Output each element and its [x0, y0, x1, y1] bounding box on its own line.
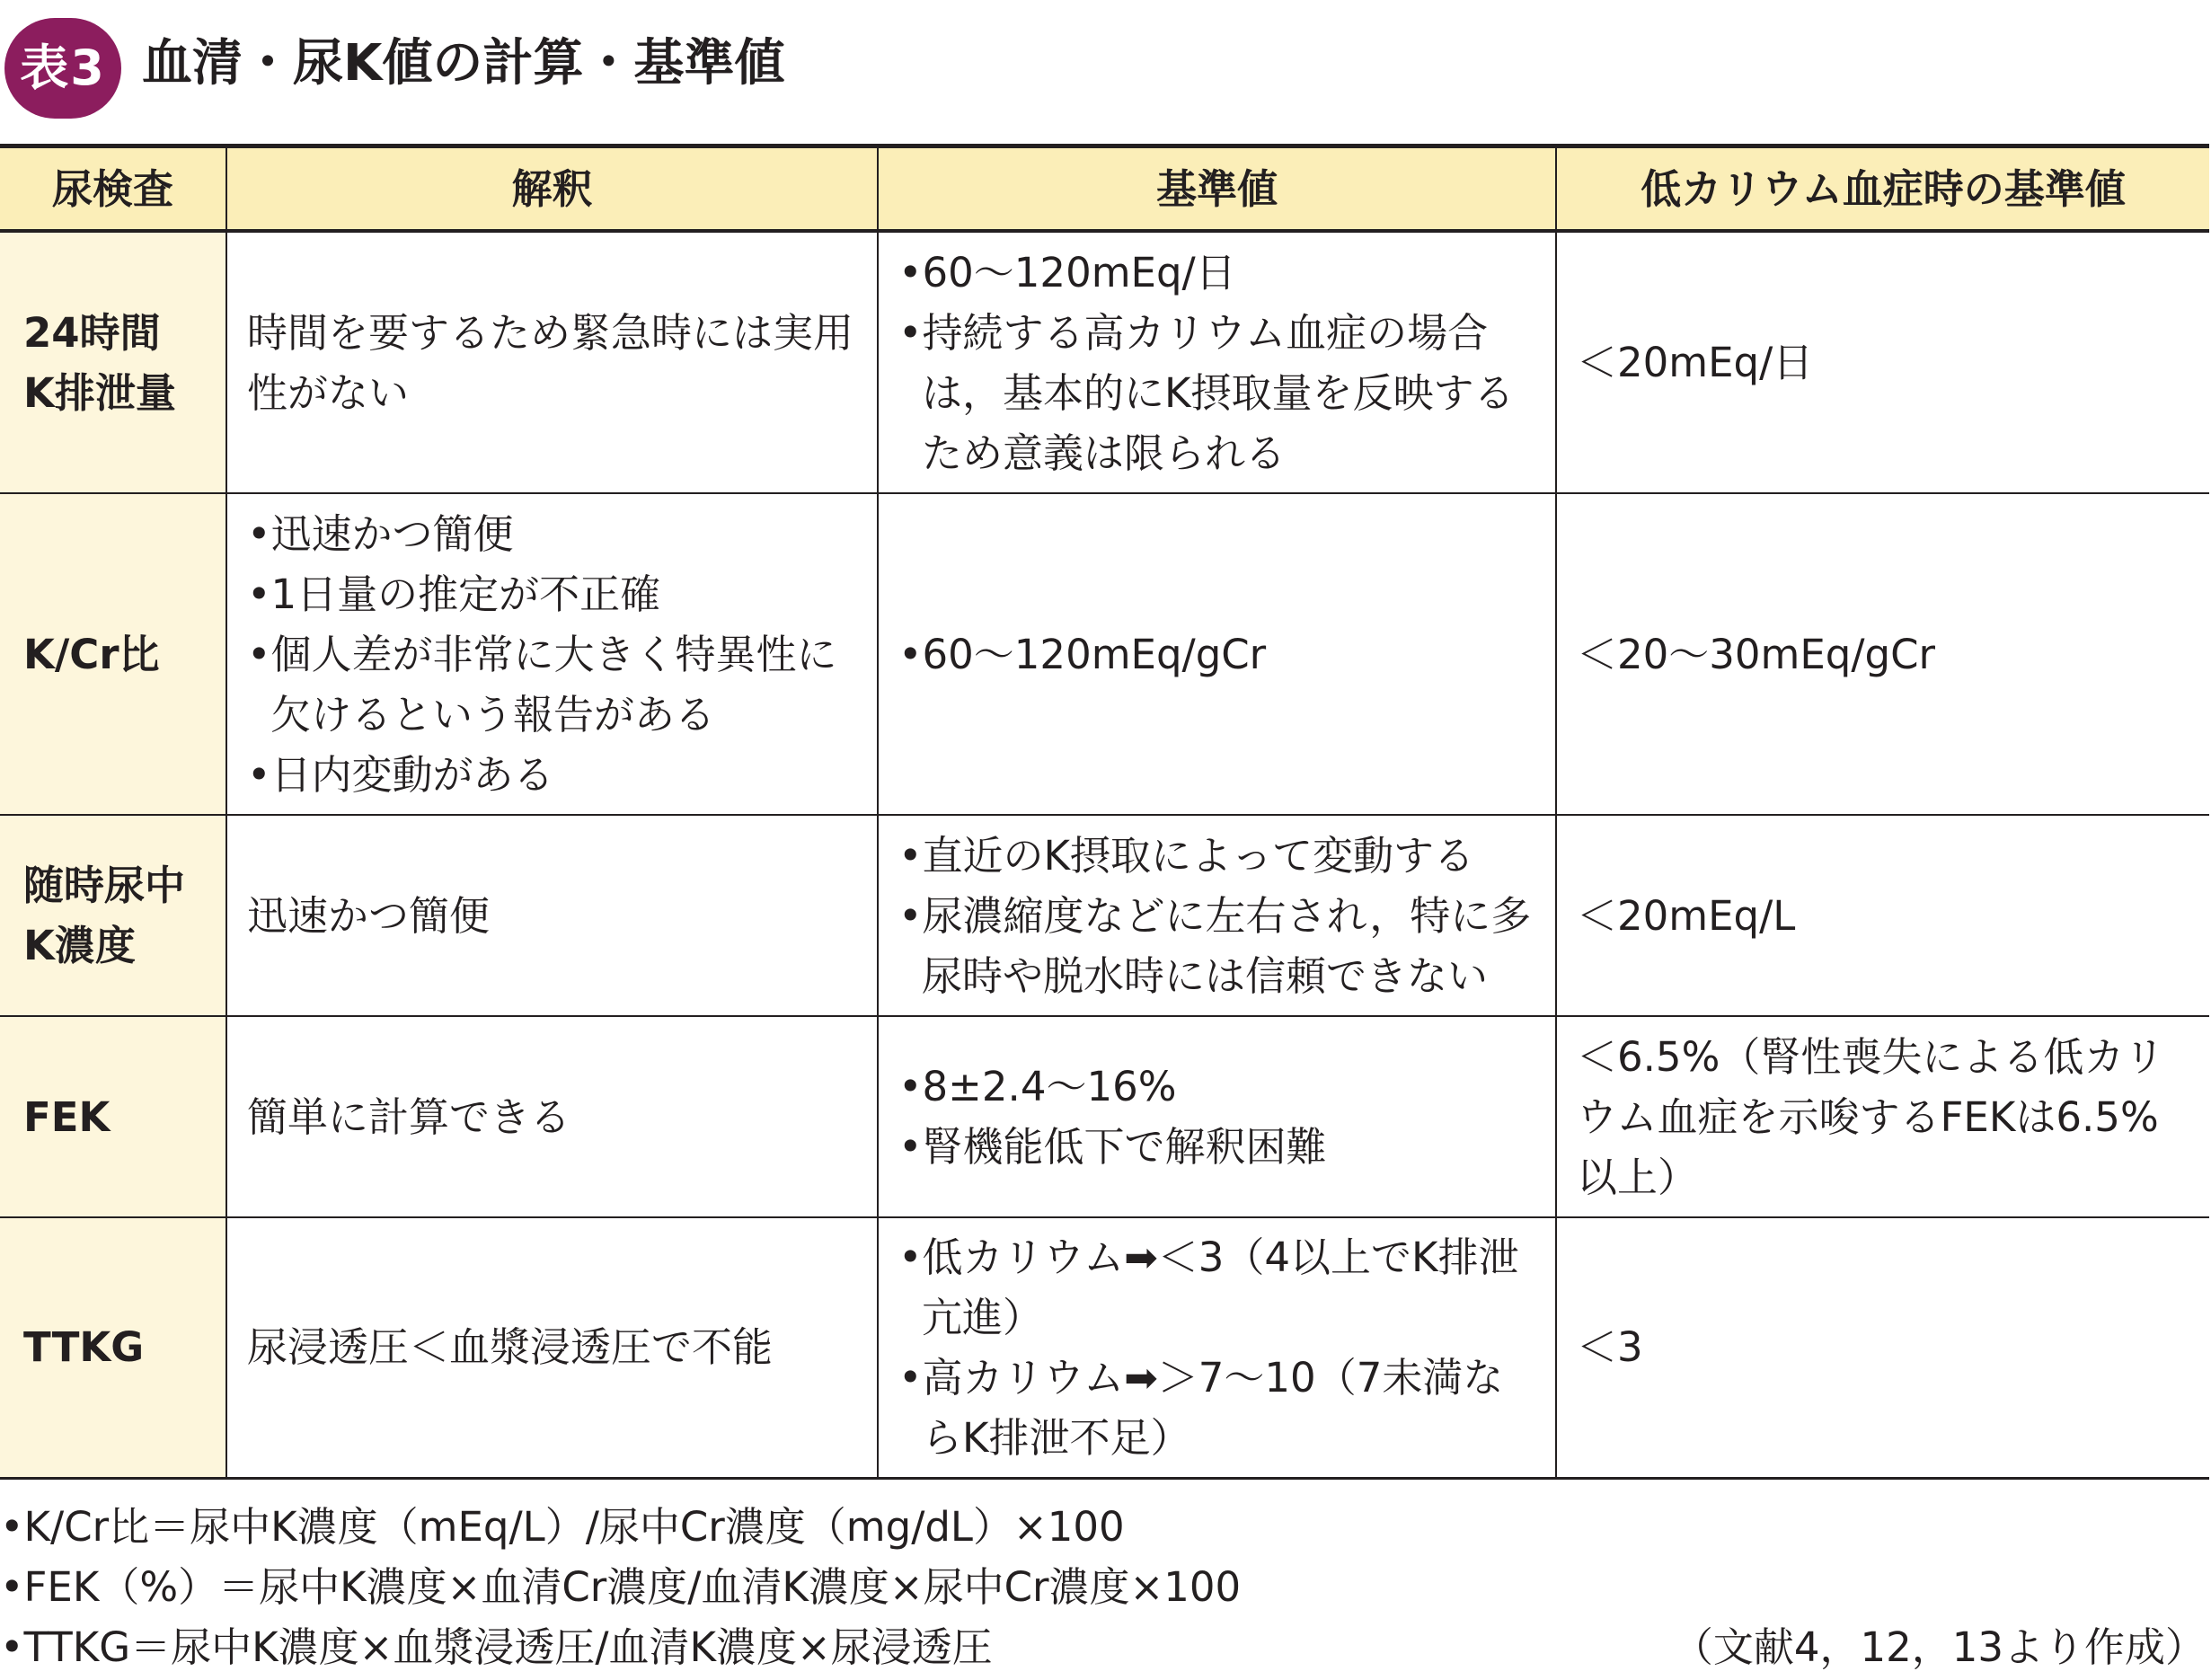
row-test-label	[0, 231, 226, 493]
interpretation-bullet: •1日量の推定が不正確	[247, 570, 661, 618]
row-reference	[878, 815, 1556, 1016]
test-label-line: 随時尿中	[23, 862, 186, 909]
reference-bullet: •持続する高カリウム血症の場合は，基本的にK摂取量を反映するため意義は限られる	[898, 308, 1515, 477]
table-row	[0, 1016, 2209, 1217]
test-label-line: TTKG	[23, 1323, 145, 1372]
test-label-line: K濃度	[23, 922, 136, 969]
title-row	[0, 0, 2211, 135]
row-reference	[878, 1016, 1556, 1217]
interpretation-text: 時間を要するため緊急時には実用性がない	[247, 308, 854, 417]
header-test: 尿検査	[0, 146, 226, 232]
row-test-label	[0, 1016, 226, 1217]
table-row	[0, 493, 2209, 815]
reference-bullet: •低カリウム➡＜3（4以上でK排泄亢進）	[898, 1233, 1519, 1341]
row-reference	[878, 493, 1556, 815]
row-test-label	[0, 815, 226, 1016]
reference-bullet: •直近のK摂取によって変動する	[898, 831, 1475, 880]
formula-note: •K/Cr比＝尿中K濃度（mEq/L）/尿中Cr濃度（mg/dL）×100	[0, 1503, 1125, 1551]
row-hypokalemia: ＜20mEq/L	[1556, 815, 2209, 1016]
reference-bullet: •高カリウム➡＞7〜10（7未満ならK排泄不足）	[898, 1353, 1504, 1462]
urine-potassium-table	[0, 144, 2209, 1480]
header-hypokalemia: 低カリウム血症時の基準値	[1556, 146, 2209, 232]
row-hypokalemia: ＜3	[1556, 1217, 2209, 1478]
reference-bullet: •8±2.4〜16%	[898, 1063, 1177, 1110]
test-label-line: K/Cr比	[23, 630, 160, 678]
header-row	[0, 146, 2209, 232]
interpretation-text: 尿浸透圧＜血漿浸透圧で不能	[247, 1323, 774, 1372]
table-row	[0, 815, 2209, 1016]
reference-bullet: •60〜120mEq/gCr	[898, 630, 1267, 678]
row-interpretation	[226, 1016, 878, 1217]
table-row	[0, 1217, 2209, 1478]
interpretation-bullet: •個人差が非常に大きく特異性に欠けるという報告がある	[247, 630, 837, 738]
reference-bullet: •60〜120mEq/日	[898, 248, 1236, 296]
table-number-badge: 表3	[4, 18, 121, 119]
row-test-label	[0, 1217, 226, 1478]
header-interpretation: 解釈	[226, 146, 878, 232]
row-hypokalemia: ＜20〜30mEq/gCr	[1556, 493, 2209, 815]
test-label-line: K排泄量	[23, 368, 176, 417]
table-row	[0, 231, 2209, 493]
interpretation-text: 簡単に計算できる	[247, 1092, 571, 1141]
test-label-line: FEK	[23, 1092, 111, 1141]
reference-bullet: •尿濃縮度などに左右され，特に多尿時や脱水時には信頼できない	[898, 891, 1532, 1000]
row-interpretation	[226, 815, 878, 1016]
row-reference	[878, 231, 1556, 493]
row-hypokalemia: ＜6.5%（腎性喪失による低カリウム血症を示唆するFEKは6.5%以上）	[1556, 1016, 2209, 1217]
formula-note-row	[0, 1617, 2206, 1677]
row-interpretation	[226, 1217, 878, 1478]
row-hypokalemia: ＜20mEq/日	[1556, 231, 2209, 493]
test-label-line: 24時間	[23, 308, 161, 357]
interpretation-bullet: •日内変動がある	[247, 750, 554, 799]
interpretation-text: 迅速かつ簡便	[247, 891, 491, 940]
reference-bullet: •腎機能低下で解釈困難	[898, 1123, 1327, 1171]
table-title: 血清・尿K値の計算・基準値	[142, 34, 785, 93]
formula-notes	[0, 1497, 2206, 1677]
interpretation-bullet: •迅速かつ簡便	[247, 509, 514, 558]
row-interpretation	[226, 493, 878, 815]
formula-note: •TTKG＝尿中K濃度×血漿浸透圧/血清K濃度×尿浸透圧	[0, 1623, 993, 1671]
row-test-label	[0, 493, 226, 815]
formula-note: •FEK（%）＝尿中K濃度×血清Cr濃度/血清K濃度×尿中Cr濃度×100	[0, 1563, 1242, 1611]
row-reference	[878, 1217, 1556, 1478]
source-citation: （文献4，12，13より作成）	[1672, 1623, 2206, 1671]
header-reference: 基準値	[878, 146, 1556, 232]
row-interpretation	[226, 231, 878, 493]
